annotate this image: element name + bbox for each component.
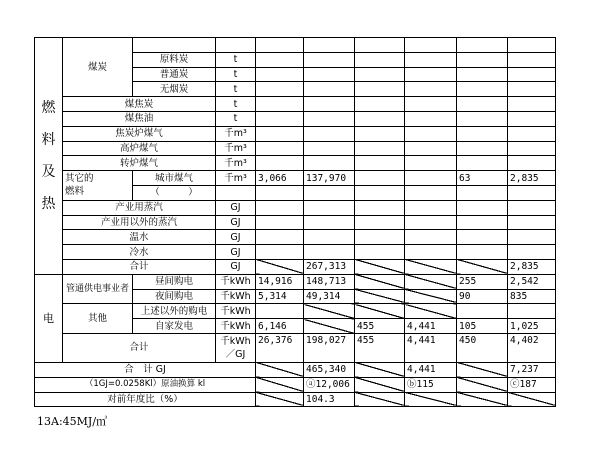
row-label: （1GJ=0.0258Kl）原油换算 kl [35, 377, 256, 392]
table-cell [405, 67, 457, 82]
table-cell [405, 52, 457, 67]
table-cell [457, 111, 508, 126]
table-cell [256, 392, 304, 407]
unit-cell: 千kWh [216, 289, 256, 304]
table-cell [405, 156, 457, 171]
row-label: 上述以外的购电 [133, 304, 216, 319]
table-cell: 450 [457, 333, 508, 362]
unit-cell: t [216, 97, 256, 112]
table-cell [405, 230, 457, 245]
table-cell [256, 38, 304, 53]
unit-cell: GJ [216, 230, 256, 245]
table-cell [508, 392, 556, 407]
table-cell [256, 230, 304, 245]
table-cell [256, 377, 304, 392]
table-cell [256, 156, 304, 171]
table-cell: 105 [457, 319, 508, 334]
table-cell: 455 [355, 333, 405, 362]
table-row [35, 126, 556, 141]
table-cell [457, 126, 508, 141]
table-cell [355, 215, 405, 230]
table-cell: 4,441 [405, 319, 457, 334]
row-label: 产业用以外的蒸汽 [63, 215, 216, 230]
table-cell [355, 289, 405, 304]
table-cell [405, 141, 457, 156]
table-cell [256, 215, 304, 230]
unit-cell: 千kWh [216, 319, 256, 334]
table-cell [304, 97, 355, 112]
table-row [35, 245, 556, 260]
total-gj-row [35, 362, 556, 377]
table-cell [216, 38, 256, 53]
table-cell [508, 156, 556, 171]
table-cell: 90 [457, 289, 508, 304]
table-cell [405, 97, 457, 112]
table-cell [304, 245, 355, 260]
row-label: 夜间购电 [133, 289, 216, 304]
table-cell [405, 289, 457, 304]
table-cell [355, 185, 405, 200]
table-cell [508, 230, 556, 245]
row-label: 合计 [63, 259, 216, 274]
table-cell [405, 259, 457, 274]
table-cell [355, 67, 405, 82]
table-cell [457, 67, 508, 82]
row-label: 温水 [63, 230, 216, 245]
table-cell [304, 141, 355, 156]
unit-cell: GJ [216, 215, 256, 230]
table-cell [457, 38, 508, 53]
table-cell: 26,376 [256, 333, 304, 362]
coal-group-label: 煤炭 [63, 38, 133, 97]
table-cell [508, 97, 556, 112]
table-row [35, 97, 556, 112]
unit-cell: 千kWh [216, 274, 256, 289]
table-cell [304, 52, 355, 67]
table-cell [405, 111, 457, 126]
row-label: 自家发电 [133, 319, 216, 334]
table-cell [355, 38, 405, 53]
table-cell [256, 304, 304, 319]
table-cell [355, 230, 405, 245]
table-cell: ⓐ12,006 [304, 377, 355, 392]
unit-cell: 千m³ [216, 171, 256, 186]
table-row [35, 156, 556, 171]
table-row [35, 304, 556, 319]
table-cell [256, 97, 304, 112]
row-label: 原料炭 [133, 52, 216, 67]
table-cell [457, 156, 508, 171]
table-cell: 5,314 [256, 289, 304, 304]
unit-cell: 千kWh [216, 304, 256, 319]
table-cell [508, 67, 556, 82]
table-cell: 3,066 [256, 171, 304, 186]
table-row [35, 111, 556, 126]
table-cell [508, 126, 556, 141]
table-cell [355, 304, 405, 319]
table-cell [405, 304, 457, 319]
fuel-total-row [35, 259, 556, 274]
table-cell: 14,916 [256, 274, 304, 289]
table-cell [256, 141, 304, 156]
unit-cell: 千kWh ／GJ [216, 333, 256, 362]
table-cell [355, 362, 405, 377]
table-cell [405, 392, 457, 407]
unit-cell: GJ [216, 259, 256, 274]
table-cell: 148,713 [304, 274, 355, 289]
table-cell: 2,835 [508, 171, 556, 186]
unit-cell: GJ [216, 200, 256, 215]
table-cell [355, 392, 405, 407]
footnote: 13A:45MJ/㎥ [37, 415, 108, 428]
table-cell [457, 185, 508, 200]
row-label: 城市煤气 [133, 171, 216, 186]
table-cell: 4,441 [405, 333, 457, 362]
table-cell [508, 52, 556, 67]
table-cell [405, 200, 457, 215]
table-cell: ⓑ115 [405, 377, 457, 392]
table-cell [508, 111, 556, 126]
unit-cell: 千m³ [216, 126, 256, 141]
table-cell [256, 126, 304, 141]
table-cell: ⓒ187 [508, 377, 556, 392]
row-label: （ ） [133, 185, 216, 200]
unit-cell: t [216, 52, 256, 67]
table-cell [457, 392, 508, 407]
table-cell: 49,314 [304, 289, 355, 304]
table-cell [457, 230, 508, 245]
table-cell [355, 52, 405, 67]
crude-oil-row [35, 377, 556, 392]
table-cell [355, 111, 405, 126]
row-label: 煤焦油 [63, 111, 216, 126]
row-label: 无烟炭 [133, 82, 216, 97]
table-cell [457, 215, 508, 230]
table-cell: 137,970 [304, 171, 355, 186]
table-cell [457, 141, 508, 156]
row-label: 高炉煤气 [63, 141, 216, 156]
row-label: 冷水 [63, 245, 216, 260]
table-row [35, 274, 556, 289]
table-cell [304, 215, 355, 230]
table-cell [256, 200, 304, 215]
table-cell: 198,027 [304, 333, 355, 362]
table-cell [355, 245, 405, 260]
table-cell [457, 82, 508, 97]
table-cell: 63 [457, 171, 508, 186]
table-cell [256, 82, 304, 97]
row-label: 昼间购电 [133, 274, 216, 289]
table-cell: 4,441 [405, 362, 457, 377]
table-row [35, 215, 556, 230]
table-cell: 6,146 [256, 319, 304, 334]
table-row [35, 171, 556, 186]
table-cell [457, 259, 508, 274]
table-cell [457, 52, 508, 67]
table-cell [355, 82, 405, 97]
table-cell [405, 215, 457, 230]
table-cell: 104.3 [304, 392, 355, 407]
table-cell: 7,237 [508, 362, 556, 377]
table-cell [304, 111, 355, 126]
electric-section-label: 电 [35, 274, 63, 362]
table-cell [256, 245, 304, 260]
table-cell: 2,542 [508, 274, 556, 289]
table-cell [508, 141, 556, 156]
unit-cell: 千m³ [216, 156, 256, 171]
table-cell [405, 185, 457, 200]
row-label: 合 计 GJ [35, 362, 256, 377]
energy-consumption-table [34, 37, 556, 407]
table-cell [304, 304, 355, 319]
table-cell [457, 362, 508, 377]
table-cell [405, 126, 457, 141]
utility-group-label: 管通供电事业者 [63, 274, 133, 304]
table-cell [457, 200, 508, 215]
table-cell [508, 304, 556, 319]
coal-partial-row [133, 38, 216, 53]
table-cell: 4,402 [508, 333, 556, 362]
unit-cell: 千m³ [216, 141, 256, 156]
table-cell [256, 52, 304, 67]
table-cell [355, 141, 405, 156]
unit-cell: t [216, 111, 256, 126]
table-cell [355, 171, 405, 186]
table-row [35, 230, 556, 245]
table-cell: 2,835 [508, 259, 556, 274]
row-label: 产业用蒸汽 [63, 200, 216, 215]
table-cell [355, 259, 405, 274]
table-cell [304, 38, 355, 53]
row-label: 转炉煤气 [63, 156, 216, 171]
table-cell [508, 82, 556, 97]
table-row [35, 141, 556, 156]
table-cell [304, 67, 355, 82]
row-label: 普通炭 [133, 67, 216, 82]
table-cell [355, 200, 405, 215]
table-cell [355, 97, 405, 112]
table-cell [405, 245, 457, 260]
table-cell [355, 377, 405, 392]
table-cell: 835 [508, 289, 556, 304]
table-cell [457, 245, 508, 260]
table-cell [508, 215, 556, 230]
unit-cell: t [216, 82, 256, 97]
table-cell [508, 185, 556, 200]
fuel-heat-section-label: 燃 料 及 热 [35, 38, 63, 275]
table-row [35, 200, 556, 215]
table-cell: 1,025 [508, 319, 556, 334]
other-fuel-group-label: 其它的 燃料 [63, 171, 133, 201]
row-label: 对前年度比（%） [35, 392, 256, 407]
other-group-label: 其他 [63, 304, 133, 334]
table-cell [304, 185, 355, 200]
table-cell [405, 82, 457, 97]
table-cell [304, 126, 355, 141]
table-cell [256, 259, 304, 274]
table-cell [405, 38, 457, 53]
table-cell [508, 200, 556, 215]
table-cell [256, 362, 304, 377]
table-cell [256, 111, 304, 126]
table-cell [405, 171, 457, 186]
unit-cell: GJ [216, 245, 256, 260]
table-cell [405, 274, 457, 289]
row-label: 焦炭炉煤气 [63, 126, 216, 141]
table-cell [304, 319, 355, 334]
row-label: 煤焦炭 [63, 97, 216, 112]
row-label: 合计 [63, 333, 216, 362]
table-cell [355, 126, 405, 141]
table-cell: 455 [355, 319, 405, 334]
table-cell [256, 67, 304, 82]
table-cell [304, 82, 355, 97]
table-cell [304, 156, 355, 171]
table-cell: 255 [457, 274, 508, 289]
table-cell [457, 97, 508, 112]
table-cell: 267,313 [304, 259, 355, 274]
table-cell [355, 156, 405, 171]
table-cell [304, 200, 355, 215]
unit-cell: t [216, 67, 256, 82]
table-cell [355, 274, 405, 289]
table-cell [304, 230, 355, 245]
table-cell [457, 304, 508, 319]
table-cell: 465,340 [304, 362, 355, 377]
table-cell [457, 377, 508, 392]
table-cell [508, 38, 556, 53]
table-cell [256, 185, 304, 200]
ratio-row [35, 392, 556, 407]
unit-cell [216, 185, 256, 200]
table-cell [508, 245, 556, 260]
